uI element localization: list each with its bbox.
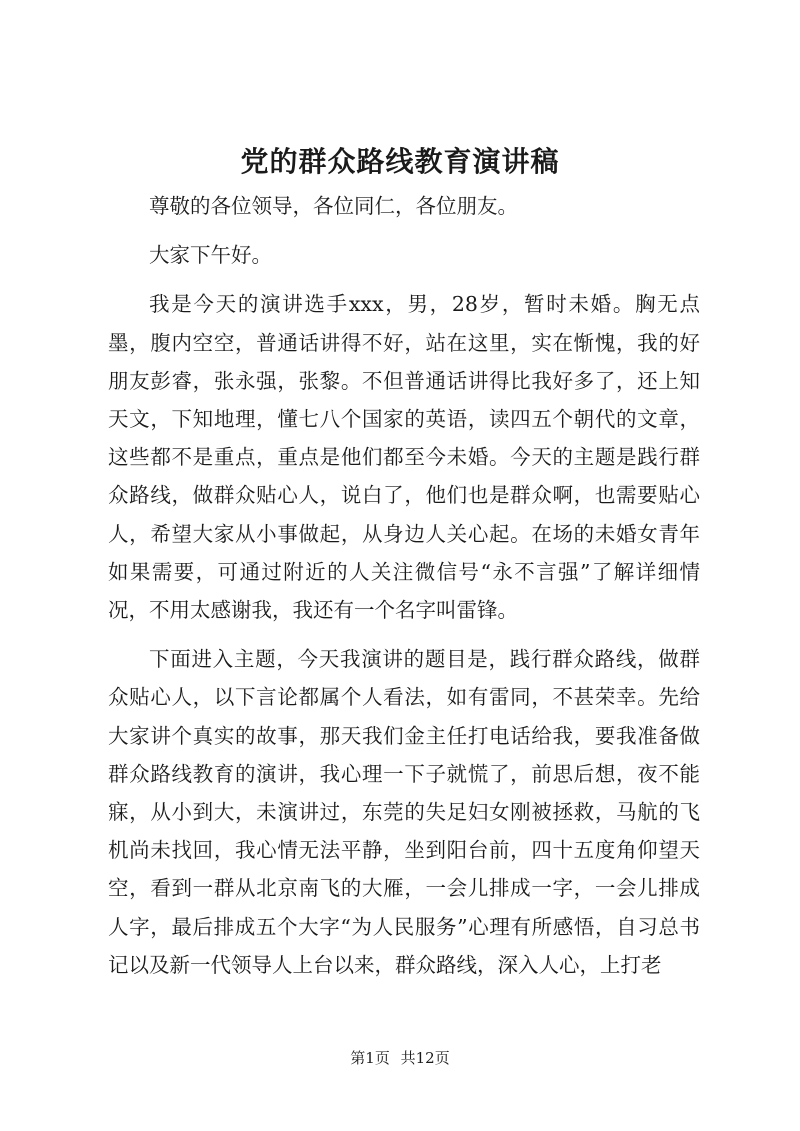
paragraph-salutation: 大家下午好。 — [149, 243, 272, 268]
document-title: 党的群众路线教育演讲稿 — [240, 145, 560, 178]
page-total: 共12页 — [400, 1049, 450, 1067]
paragraph-greeting: 尊敬的各位领导，各位同仁，各位朋友。 — [149, 194, 518, 218]
page-footer — [0, 1048, 800, 1068]
page-number: 第1页 — [350, 1049, 390, 1067]
paragraph-introduction: 我是今天的演讲选手xxx，男，28岁，暂时未婚。胸无点墨，腹内空空，普通话讲得不好，站在这里，实在惭愧，我的好朋友彭睿，张永强，张黎。不但普通话讲得比我好多了，还上知天文，下知地理，懂七八个国家的英语，读四五个朝代的文章，这些都不是重点，重点是他们都至今未婚。今天的主题是践行群众路线，做群众贴心人，说白了，他们也是群众啊，也需要贴心人，希望大家从小事做起，从身边人关心起。在场的未婚女青年如果需要，可通过附近的人关注微信号“永不言强”了解详细情况，不用太感谢我，我还有一个名字叫雷锋。 — [108, 292, 700, 623]
paragraph-main-topic: 下面进入主题，今天我演讲的题目是，践行群众路线，做群众贴心人，以下言论都属个人看法，如有雷同，不甚荣幸。先给大家讲个真实的故事，那天我们金主任打电话给我，要我准备做群众路线教育的演讲，我心理一下子就慌了，前思后想，夜不能寐，从小到大，未演讲过，东莞的失足妇女刚被拯救，马航的飞机尚未找回，我心情无法平静，坐到阳台前，四十五度角仰望天空，看到一群从北京南飞的大雁，一会儿排成一字，一会儿排成人字，最后排成五个大字“为人民服务”心理有所感悟，自习总书记以及新一代领导人上台以来，群众路线，深入人心，上打老 — [108, 647, 700, 977]
document-body — [108, 187, 700, 984]
